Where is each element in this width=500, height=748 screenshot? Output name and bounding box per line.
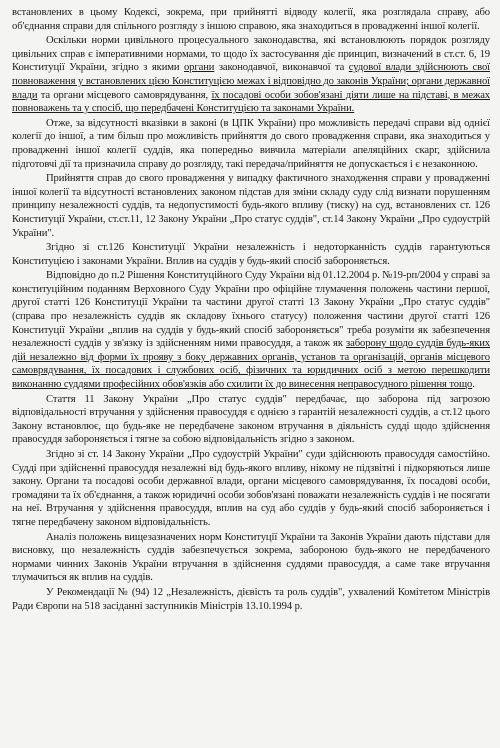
underlined-phrase: органи	[183, 62, 215, 74]
paragraph-analysis: Аналіз положень вищезазначених норм Конституції України та Законів України дають підстави для висновку, що незалежність суддів забезпечується зокрема, забороною будь-якого не передбаченого нормами чинних Законів України втручання в здійснення суддями правосуддя, а саме таке втручання тлумачиться як вплив на суддів.	[12, 531, 490, 584]
paragraph-court-text: .	[472, 379, 475, 391]
paragraph-principle-text: законодавчої, виконавчої та	[214, 62, 349, 74]
paragraph-recommendation: У Рекомендації № (94) 12 „Незалежність, дієвість та роль суддів", ухвалений Комітетом Міністрів Ради Європи на 518 засіданні заступників Міністрів 13.10.1994 р.	[12, 586, 490, 612]
paragraph-article-126: Згідно зі ст.126 Конституції України незалежність і недоторканність суддів гарантуються Конституцією і законами України. Вплив на суддів у будь-який спосіб забороняється.	[12, 242, 490, 267]
paragraph-article-14: Згідно зі ст. 14 Закону України „Про судоустрій України" суди здійснюють правосуддя самостійно. Судді при здійсненні правосуддя незалежні від будь-якого впливу, нікому не підзвітні і підкоряються лише закону. Органи та посадові особи державної влади, органи місцевого самоврядування, їх посадові особи, громадяни та їх об'єднання, а також юридичні особи зобов'язані поважати незалежність суддів і не посягати на неї. Втручання у здійснення правосуддя, вплив на суд або суддів у будь-який спосіб забороняється і тягне передбачену законом відповідальність.	[12, 449, 490, 528]
underlined-phrase: заборону щодо суддів будь-яких дій незалежно від форми їх прояву з боку державних органів, установ та організацій, органів місцевого самоврядування, їх посадових і службових осіб, фізичних та юридичних осіб з метою перешкодити виконанню суддями професійних обов'язків або схилити їх до винесення неправосудного рішення тощо	[12, 338, 490, 391]
paragraph-transfer: Прийняття справ до свого провадження у випадку фактичного знаходження справи у провадженні іншої колегії та відсутності встановлених законом підстав для зміни складу суду слід визнати порушенням принципу незалежності суддів, та недопустимості будь-якого впливу (тиску) на суд, встановлених ст. 126 Конституції України, ст.ст.11, 12 Закону України „Про статус суддів", ст.14 Закону України „Про судоустрій України".	[12, 173, 490, 239]
paragraph-constitutional-court	[12, 269, 490, 391]
paragraph-article-11: Стаття 11 Закону України „Про статус суддів" передбачає, що заборона під загрозою відповідальності втручання у здійснення правосуддя є однією з гарантій незалежності суддів, а ст.12 цього Закону встановлює, що будь-яке не передбачене законом втручання в діяльність судді щодо здійснення правосуддя забороняється і тягне за собою відповідальність згідно з законом.	[12, 393, 490, 446]
paragraph-conclusion: Отже, за відсутності вказівки в законі (в ЦПК України) про можливість передачі справи від однієї колегії до іншої, а тим більш про можливість прийняття до свого провадження справи, яка знаходиться у провадженні іншої колегії суддів, яка попередньо вивчила матеріали апеляційних скарг, здійснила підготовчі дії та призначила справу до розгляду, такі передача/прийняття не допускається і є незаконною.	[12, 117, 490, 170]
paragraph-principle	[12, 34, 490, 116]
paragraph-court-text: Відповідно до п.2 Рішення Конституційного Суду України від 01.12.2004 р. №19-рп/2004 у справі за конституційним поданням Верховного Суду України про офіційне тлумачення положень частини першої, другої статті 126 Конституції України та частини другої статті 13 Закону України „Про статус суддів" (справа про незалежність суддів як складову їхнього статусу) положення частини другої статті 126 Конституції України „вплив на суддів у будь-який спосіб забороняється" треба розуміти як забезпечення незалежності суддів у зв'язку із здійсненням ними правосуддя, а також як	[12, 270, 490, 350]
paragraph-continuation: встановлених в цьому Кодексі, зокрема, при прийнятті відводу колегії, яка розглядала справу, або об'єднання справи для спільного розгляду з іншою справою, яка знаходиться в провадженні іншої колегії.	[12, 7, 490, 32]
paragraph-principle-text: та органи місцевого самоврядування,	[37, 89, 212, 101]
underlined-phrase: судової влади здійснюють свої повноваження у встановлених цією Конституцією межах і відповідно до законів України; органи державної влади	[12, 62, 490, 101]
paragraph-principle-text: Оскільки норми цивільного процесуального законодавства, які встановлюють порядок розгляду цивільних справ є імперативними нормами, то щодо їх застосування діє принцип, визначений в ст.ст. 6, 19 Конституції України, згідно з якими	[12, 35, 490, 74]
underlined-phrase: їх посадові особи зобов'язані діяти лише на підставі, в межах повноважень та у спосіб, що передбачені Конституцією та законами України.	[12, 89, 490, 115]
